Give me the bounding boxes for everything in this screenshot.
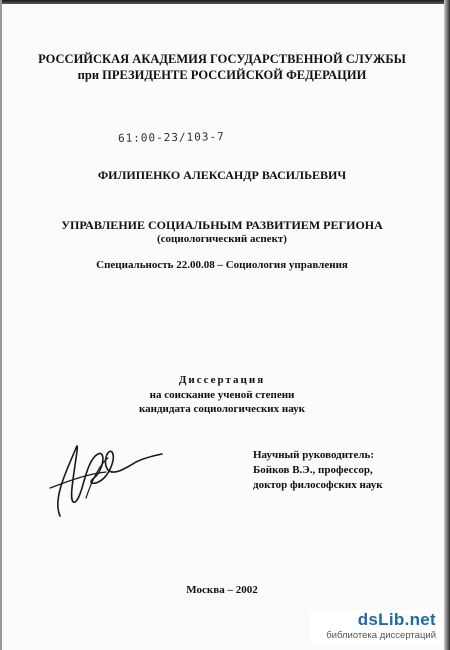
scan-edge-right (444, 0, 450, 650)
dissertation-subtitle: (социологический аспект) (157, 233, 287, 245)
handwritten-signature (46, 428, 164, 520)
dissertation-title: УПРАВЛЕНИЕ СОЦИАЛЬНЫМ РАЗВИТИЕМ РЕГИОНА (61, 218, 383, 232)
advisor-label: Научный руководитель: (253, 449, 374, 461)
city-year: Москва – 2002 (186, 584, 258, 596)
organization-line-2: при ПРЕЗИДЕНТЕ РОССИЙСКОЙ ФЕДЕРАЦИИ (77, 68, 367, 82)
advisor-degree: доктор философских наук (253, 479, 383, 491)
watermark-subtitle: библиотека диссертаций (326, 630, 436, 641)
watermark-logo: dsLib.net (357, 610, 436, 629)
degree-line-2: кандидата социологических наук (138, 403, 306, 415)
advisor-name: Бойков В.Э., профессор, (253, 464, 373, 476)
author-name: ФИЛИПЕНКО АЛЕКСАНДР ВАСИЛЬЕВИЧ (97, 168, 347, 182)
watermark[interactable] (310, 610, 442, 644)
specialty-line: Специальность 22.00.08 – Социология управления (96, 259, 348, 271)
archive-stamp: 61:00-23/103-7 (117, 130, 225, 145)
scan-edge-left (0, 0, 2, 650)
organization-line-1: РОССИЙСКАЯ АКАДЕМИЯ ГОСУДАРСТВЕННОЙ СЛУЖБЫ (38, 52, 406, 66)
scan-edge-top (0, 0, 450, 4)
degree-line-1: на соискание ученой степени (149, 389, 295, 401)
document-type: Диссертация (178, 374, 266, 386)
